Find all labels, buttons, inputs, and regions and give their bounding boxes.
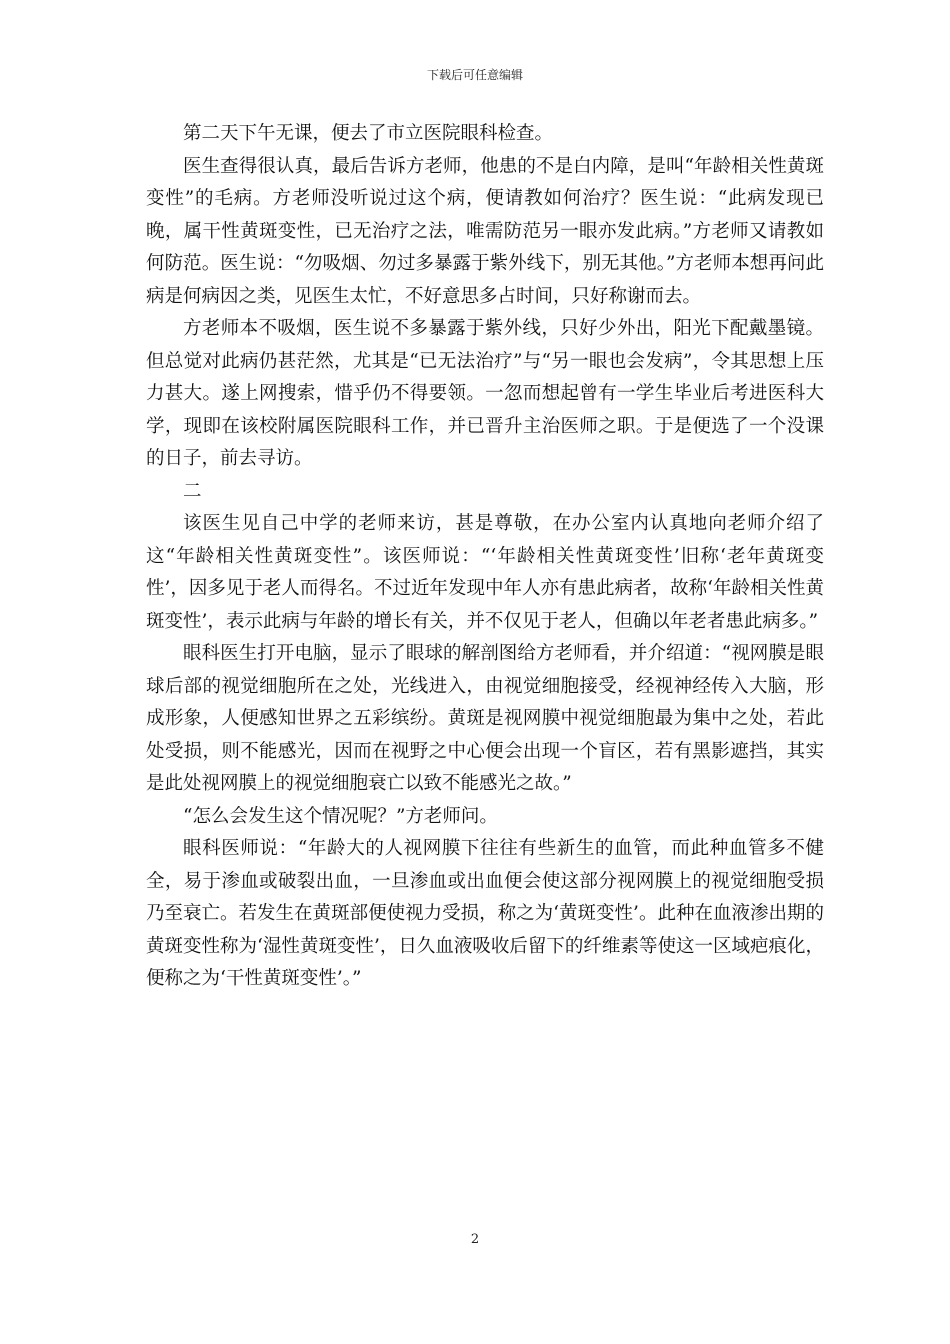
paragraph: 方老师本不吸烟，医生说不多暴露于紫外线，只好少外出，阳光下配戴墨镜。但总觉对此病仍甚茫然，尤其是“已无法治疗”与“另一眼也会发病”，令其思想上压力甚大。遂上网搜索，惜乎仍不得要领。一忽而想起曾有一学生毕业后考进医科大学，现即在该校附属医院眼科工作，并已晋升主治医师之职。于是便选了一个没课的日子，前去寻访。	[146, 318, 824, 469]
paragraph: 第二天下午无课，便去了市立医院眼科检查。	[183, 123, 554, 144]
page-number: 2	[470, 1232, 480, 1247]
document-body	[146, 118, 824, 996]
paragraph: 眼科医师说：“年龄大的人视网膜下往往有些新生的血管，而此种血管多不健全，易于渗血或破裂出血，一旦渗血或出血便会使这部分视网膜上的视觉细胞受损乃至衰亡。若发生在黄斑部便使视力受损，称之为‘黄斑变性’。此种在血液渗出期的黄斑变性称为‘湿性黄斑变性’，日久血液吸收后留下的纤维素等使这一区域疤痕化，便称之为‘干性黄斑变性’。”	[146, 838, 824, 989]
paragraph: 眼科医生打开电脑，显示了眼球的解剖图给方老师看，并介绍道：“视网膜是眼球后部的视觉细胞所在之处，光线进入，由视觉细胞接受，经视神经传入大脑，形成形象，人便感知世界之五彩缤纷。黄斑是视网膜中视觉细胞最为集中之处，若此处受损，则不能感光，因而在视野之中心便会出现一个盲区，若有黑影遮挡，其实是此处视网膜上的视觉细胞衰亡以致不能感光之故。”	[146, 643, 824, 794]
section-number: 二	[183, 480, 202, 502]
paragraph: 医生查得很认真，最后告诉方老师，他患的不是白内障，是叫“年龄相关性黄斑变性”的毛病。方老师没听说过这个病，便请教如何治疗？医生说：“此病发现已晚，属干性黄斑变性，已无治疗之法，唯需防范另一眼亦发此病。”方老师又请教如何防范。医生说：“勿吸烟、勿过多暴露于紫外线下，别无其他。”方老师本想再问此病是何病因之类，见医生太忙，不好意思多占时间，只好称谢而去。	[146, 155, 824, 307]
page-header: 下载后可任意编辑	[426, 68, 523, 82]
paragraph: “怎么会发生这个情况呢？”方老师问。	[183, 805, 498, 827]
paragraph: 该医生见自己中学的老师来访，甚是尊敬，在办公室内认真地向老师介绍了这“年龄相关性黄斑变性”。该医师说：“‘年龄相关性黄斑变性’旧称‘老年黄斑变性’，因多见于老人而得名。不过近年发现中年人亦有患此病者，故称‘年龄相关性黄斑变性’，表示此病与年龄的增长有关，并不仅见于老人，但确以年老者患此病多。”	[146, 513, 824, 632]
